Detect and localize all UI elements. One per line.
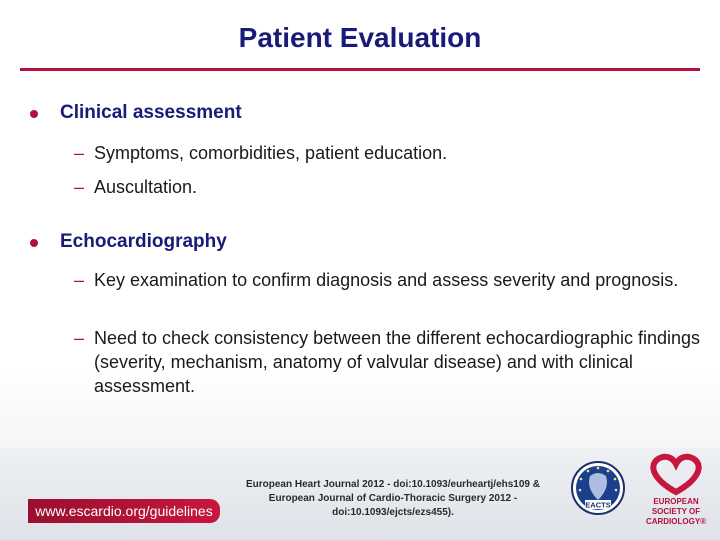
eacts-logo-text: EACTS (585, 500, 611, 510)
eacts-logo-icon (570, 460, 626, 516)
bullet-text: Echocardiography (60, 231, 227, 252)
journal-reference: European Heart Journal 2012 - doi:10.1093/eurheartj/ehs109 & European Journal of Cardio-Thoracic Surgery 2012 - doi:10.1093/ejcts/ezs455). (245, 479, 540, 518)
sub-bullet-consistency (74, 326, 714, 398)
bullet-dot-icon (30, 239, 38, 247)
bullet-dot-icon (30, 110, 38, 118)
esc-logo-text: EUROPEAN SOCIETY OF CARDIOLOGY® (645, 497, 707, 526)
dash-icon: – (74, 143, 85, 163)
title-divider (20, 68, 700, 71)
sub-bullet-text: Symptoms, comorbidities, patient education. (94, 143, 448, 163)
slide-title: Patient Evaluation (238, 22, 482, 53)
bullet-clinical-assessment (30, 102, 242, 124)
guidelines-link[interactable]: www.escardio.org/guidelines (28, 499, 220, 523)
sub-bullet-text: Auscultation. (94, 177, 198, 197)
dash-icon: – (74, 177, 85, 197)
sub-bullet-text: Key examination to confirm diagnosis and assess severity and prognosis. (94, 270, 679, 290)
sub-bullet-symptoms (74, 141, 714, 165)
bullet-text: Clinical assessment (60, 102, 242, 123)
sub-bullet-text: Need to check consistency between the different echocardiographic findings (severity, mechanism, anatomy of valvular disease) and with clinical assessment. (94, 328, 701, 396)
sub-bullet-key-examination (74, 268, 714, 292)
dash-icon: – (74, 270, 85, 290)
sub-bullet-auscultation (74, 175, 714, 199)
bullet-echocardiography (30, 231, 227, 253)
dash-icon: – (74, 328, 85, 348)
